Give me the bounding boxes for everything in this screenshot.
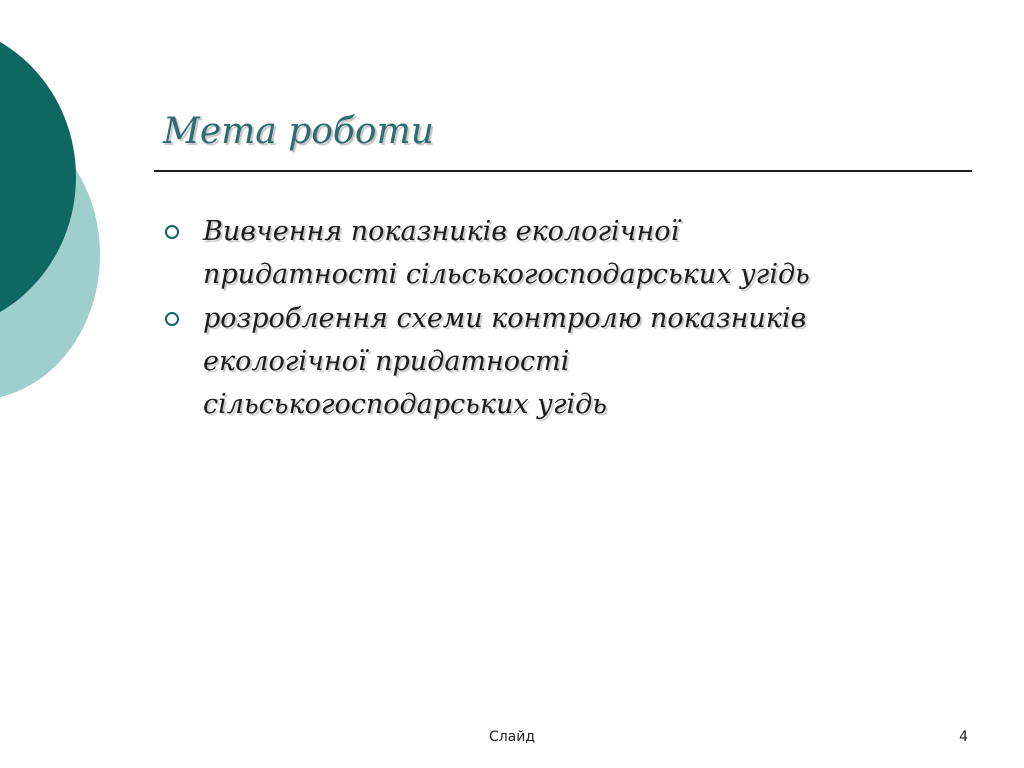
footer-slide-label: Слайд [488, 729, 536, 745]
bullet-line: Вивчення показників екологічної [203, 216, 680, 247]
bullet-line: сільськогосподарських угідь [203, 389, 607, 420]
bullet-item [163, 297, 983, 426]
hollow-circle-bullet-icon [165, 225, 179, 239]
bullet-line: екологічної придатності [203, 346, 570, 377]
slide-number: 4 [959, 729, 968, 745]
slide-title: Мета роботи [163, 111, 434, 152]
bullet-item [163, 210, 983, 296]
bullet-line: розроблення схеми контролю показників [203, 303, 807, 334]
hollow-circle-bullet-icon [165, 312, 179, 326]
title-divider [154, 170, 972, 172]
bullet-line: придатності сільськогосподарських угідь [203, 259, 810, 290]
bullet-list [163, 210, 983, 427]
